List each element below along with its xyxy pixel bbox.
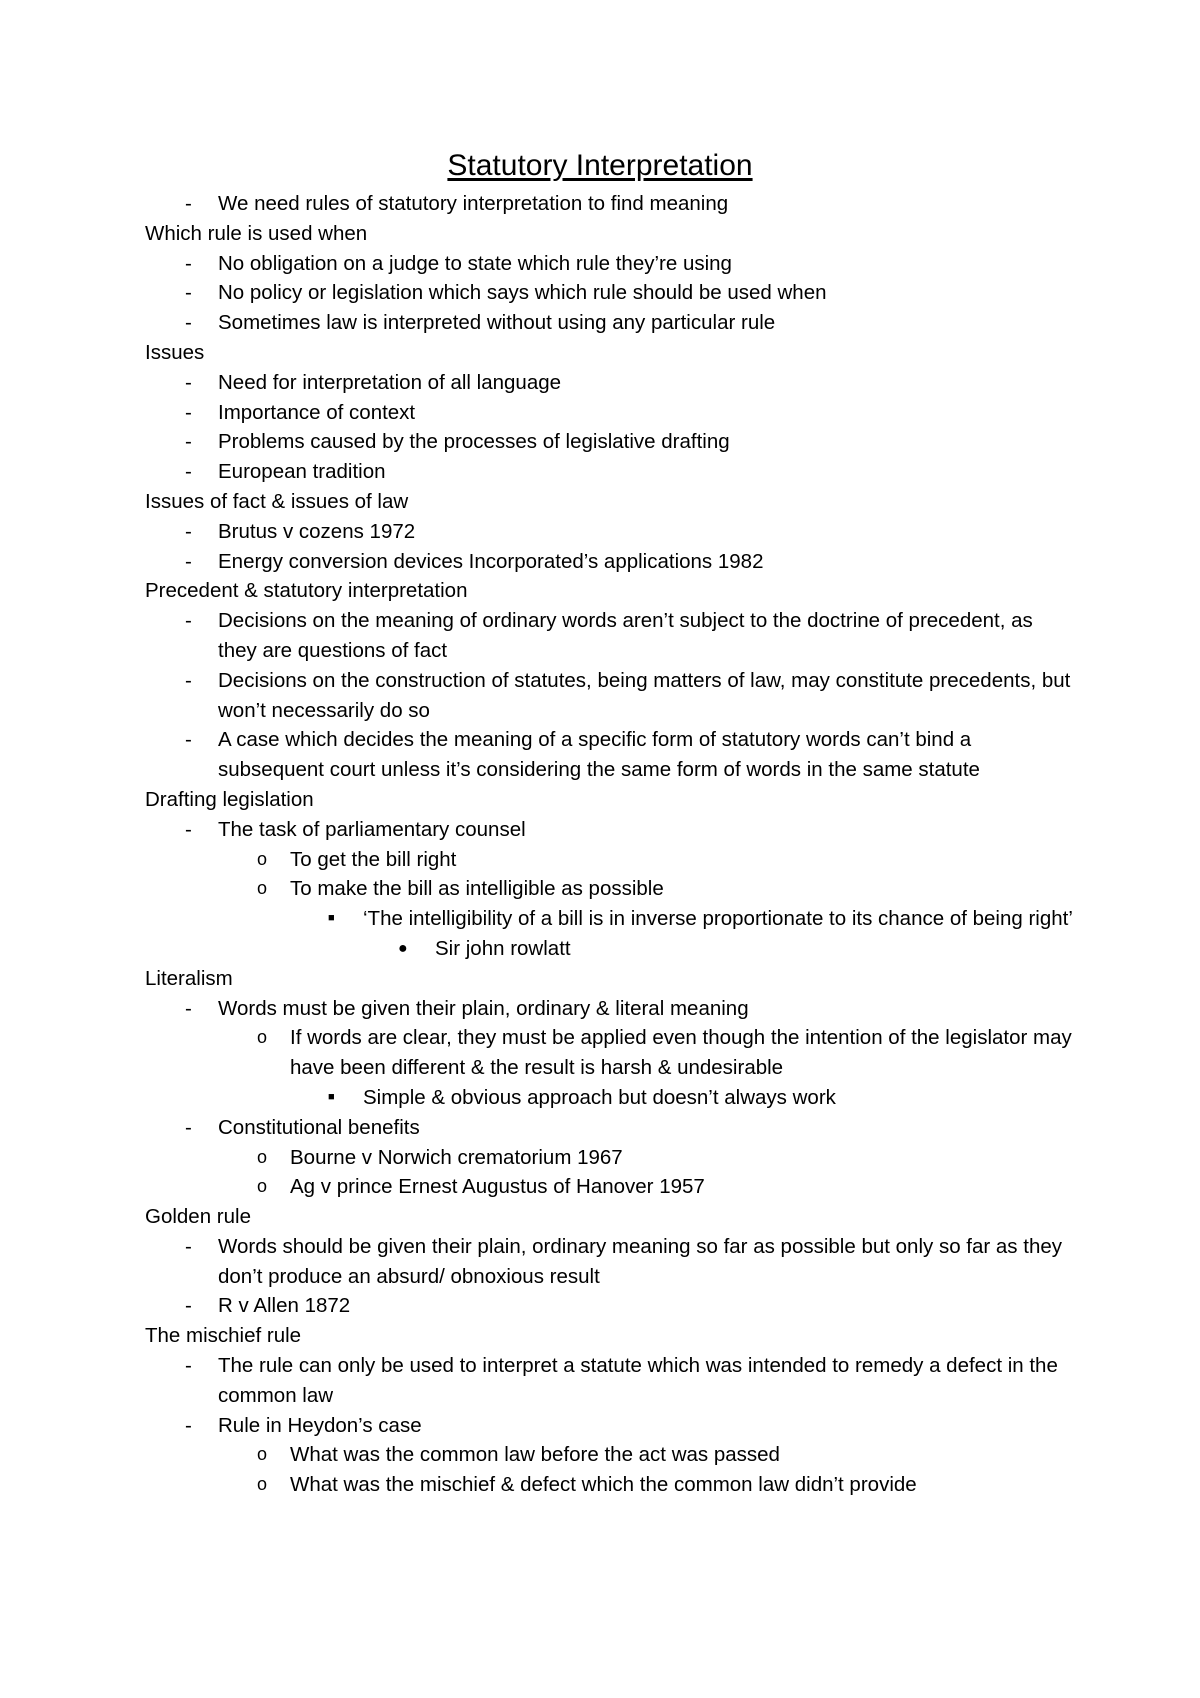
list-item [145,398,1075,428]
list-item-text: Simple & obvious approach but doesn’t always work [363,1085,836,1109]
list-item-text: R v Allen 1872 [218,1294,351,1318]
list-item [145,934,1075,964]
bullet-marker: - [185,668,192,692]
list-item-text: Decisions on the construction of statutes, being matters of law, may constitute precedents, but won’t necessarily do so [218,668,1071,722]
list-item [145,1411,1075,1441]
list-item [145,1023,1075,1083]
list-item-text: Bourne v Norwich crematorium 1967 [290,1145,623,1169]
list-item-text: What was the mischief & defect which the common law didn’t provide [290,1473,917,1497]
list-item [145,845,1075,875]
notes-body [145,189,1075,1500]
bullet-marker: o [257,1027,268,1048]
list-item [145,278,1075,308]
list-item [145,1232,1075,1292]
page-title: Statutory Interpretation [447,149,753,182]
bullet-marker: - [185,609,192,633]
list-item-text: Words should be given their plain, ordinary meaning so far as possible but only so far as they don’t produce an absurd/ obnoxious result [218,1234,1063,1288]
bullet-marker: - [185,728,192,752]
list-item-text: Energy conversion devices Incorporated’s applications 1982 [218,549,764,573]
bullet-marker: - [185,817,192,841]
list-item [145,606,1075,666]
list-item [145,368,1075,398]
section-heading: Drafting legislation [145,787,314,811]
list-item [145,1351,1075,1411]
bullet-marker: - [185,281,192,305]
bullet-marker: - [185,192,192,215]
bullet-marker: - [185,251,192,275]
bullet-marker: ■ [328,912,335,925]
bullet-marker: - [185,311,192,335]
list-item [145,904,1075,934]
list-item [145,547,1075,577]
bullet-marker: o [257,1146,268,1167]
list-item [145,189,1075,219]
list-item [145,1113,1075,1143]
list-item-text: Brutus v cozens 1972 [218,519,416,543]
section-heading: Which rule is used when [145,221,368,245]
bullet-marker: - [185,430,192,454]
section-heading: Precedent & statutory interpretation [145,579,468,603]
bullet-marker: o [257,878,268,899]
list-item-text: Importance of context [218,400,416,424]
list-item [145,1470,1075,1500]
bullet-marker: - [185,1354,192,1378]
list-item-text: No policy or legislation which says which rule should be used when [218,281,827,305]
list-item-text: To make the bill as intelligible as possible [290,877,664,901]
bullet-marker: - [185,1294,192,1318]
list-item-text: ‘The intelligibility of a bill is in inverse proportionate to its chance of being right’ [363,907,1073,931]
bullet-marker: o [257,848,268,869]
bullet-marker: - [185,1234,192,1258]
list-item [145,666,1075,726]
list-item-text: Decisions on the meaning of ordinary words aren’t subject to the doctrine of precedent, as they are questions of fact [218,609,1033,662]
list-item-text: The task of parliamentary counsel [218,817,526,841]
section-heading: Issues [145,340,205,364]
list-item-text: Need for interpretation of all language [218,370,562,394]
list-item-text: Ag v prince Ernest Augustus of Hanover 1957 [290,1175,705,1199]
list-item [145,517,1075,547]
list-item [145,725,1075,785]
list-item-text: Rule in Heydon’s case [218,1413,422,1437]
section-heading: The mischief rule [145,1324,302,1348]
list-item-text: Problems caused by the processes of legislative drafting [218,430,730,454]
list-item-text: European tradition [218,460,386,484]
list-item [145,308,1075,338]
list-item [145,427,1075,457]
list-item [145,994,1075,1024]
bullet-marker: - [185,1115,192,1139]
bullet-marker: ■ [328,1090,335,1103]
list-item-text: If words are clear, they must be applied even though the intention of the legislator may have been different & the result is harsh & undesirable [290,1026,1072,1080]
list-item [145,1083,1075,1113]
list-item [145,1440,1075,1470]
list-item [145,815,1075,845]
bullet-marker: o [257,1176,268,1197]
bullet-marker: - [185,1413,192,1437]
list-item-text: No obligation on a judge to state which rule they’re using [218,251,732,275]
section-heading: Literalism [145,966,233,990]
list-item-text: A case which decides the meaning of a specific form of statutory words can’t bind a subsequent court unless it’s considering the same form of words in the same statute [218,728,980,782]
list-item-text: What was the common law before the act was passed [290,1443,780,1467]
list-item-text: To get the bill right [290,847,457,871]
list-item [145,457,1075,487]
list-item-text: Sometimes law is interpreted without using any particular rule [218,311,776,335]
bullet-marker: - [185,549,192,573]
list-item-text: Sir john rowlatt [435,936,571,960]
list-item-text: The rule can only be used to interpret a statute which was intended to remedy a defect in the common law [218,1354,1058,1407]
bullet-marker: ● [398,939,408,957]
bullet-marker: - [185,460,192,484]
bullet-marker: o [257,1474,268,1495]
bullet-marker: o [257,1444,268,1465]
section-heading: Golden rule [145,1205,251,1229]
list-item [145,1172,1075,1202]
list-item-text: Constitutional benefits [218,1115,420,1139]
bullet-marker: - [185,519,192,543]
bullet-marker: - [185,400,192,424]
list-item [145,1291,1075,1321]
list-item [145,874,1075,904]
bullet-marker: - [185,996,192,1020]
list-item [145,1143,1075,1173]
bullet-marker: - [185,370,192,394]
section-heading: Issues of fact & issues of law [145,489,409,513]
list-item-text: We need rules of statutory interpretation to find meaning [218,192,729,215]
list-item-text: Words must be given their plain, ordinary & literal meaning [218,996,749,1020]
list-item [145,249,1075,279]
